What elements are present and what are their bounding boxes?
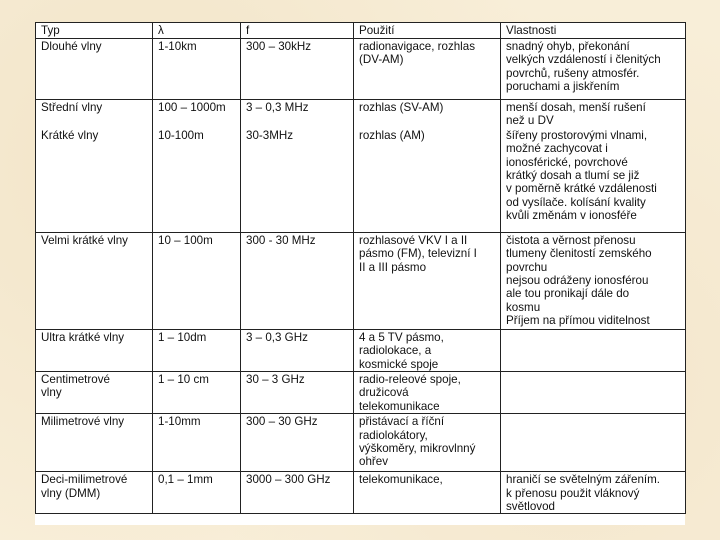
radio-wave-table-sheet bbox=[35, 22, 685, 525]
cell-properties: čistota a věrnost přenosu tlumeny členitostí zemského povrchu nejsou odráženy ionosférou ale tou pronikají dále do kosmu Příjem na přímou viditelnost bbox=[501, 232, 686, 329]
cell-type: Velmi krátké vlny bbox=[36, 232, 153, 329]
header-usage: Použití bbox=[354, 23, 501, 39]
cell-type: Milimetrové vlny bbox=[36, 414, 153, 472]
cell-properties: snadný ohyb, překonání velkých vzdáleností i členitých povrchů, rušeny atmosfér. poruchami a jiskřením bbox=[501, 39, 686, 100]
cell-type: Ultra krátké vlny bbox=[36, 329, 153, 371]
cell-wavelength: 100 – 1000m bbox=[153, 100, 241, 128]
cell-frequency: 30-3MHz bbox=[241, 128, 354, 233]
cell-type: Deci-milimetrové vlny (DMM) bbox=[36, 472, 153, 514]
cell-usage: 4 a 5 TV pásmo, radiolokace, a kosmické spoje bbox=[354, 329, 501, 371]
cell-properties: hraničí se světelným zářením. k přenosu použit vláknový světlovod bbox=[501, 472, 686, 514]
cell-usage: telekomunikace, bbox=[354, 472, 501, 514]
cell-frequency: 300 – 30 GHz bbox=[241, 414, 354, 472]
cell-properties bbox=[501, 414, 686, 472]
cell-properties bbox=[501, 329, 686, 371]
cell-type: Krátké vlny bbox=[36, 128, 153, 233]
cell-frequency: 300 – 30kHz bbox=[241, 39, 354, 100]
cell-usage: přistávací a říční radiolokátory, výškoměry, mikrovlnný ohřev bbox=[354, 414, 501, 472]
cell-type: Dlouhé vlny bbox=[36, 39, 153, 100]
header-properties: Vlastnosti bbox=[501, 23, 686, 39]
cell-wavelength: 1 – 10 cm bbox=[153, 372, 241, 414]
cell-frequency: 3 – 0,3 MHz bbox=[241, 100, 354, 128]
cell-frequency: 30 – 3 GHz bbox=[241, 372, 354, 414]
radio-wave-table bbox=[35, 22, 686, 514]
cell-usage: radionavigace, rozhlas (DV-AM) bbox=[354, 39, 501, 100]
table-row bbox=[36, 39, 686, 100]
cell-frequency: 3 – 0,3 GHz bbox=[241, 329, 354, 371]
table-row bbox=[36, 372, 686, 414]
cell-properties: menší dosah, menší rušení než u DV bbox=[501, 100, 686, 128]
cell-usage: rozhlas (SV-AM) bbox=[354, 100, 501, 128]
cell-wavelength: 10 – 100m bbox=[153, 232, 241, 329]
cell-properties bbox=[501, 372, 686, 414]
cell-usage: radio-releové spoje, družicová telekomunikace bbox=[354, 372, 501, 414]
table-row bbox=[36, 329, 686, 371]
cell-wavelength: 1-10km bbox=[153, 39, 241, 100]
cell-type: Střední vlny bbox=[36, 100, 153, 128]
table-row bbox=[36, 232, 686, 329]
cell-wavelength: 1-10mm bbox=[153, 414, 241, 472]
header-type: Typ bbox=[36, 23, 153, 39]
cell-frequency: 300 - 30 MHz bbox=[241, 232, 354, 329]
header-wavelength: λ bbox=[153, 23, 241, 39]
cell-wavelength: 1 – 10dm bbox=[153, 329, 241, 371]
cell-usage: rozhlas (AM) bbox=[354, 128, 501, 233]
table-row bbox=[36, 472, 686, 514]
table-header-row bbox=[36, 23, 686, 39]
table-row bbox=[36, 128, 686, 233]
cell-wavelength: 10-100m bbox=[153, 128, 241, 233]
cell-type: Centimetrové vlny bbox=[36, 372, 153, 414]
cell-usage: rozhlasové VKV I a II pásmo (FM), televizní I II a III pásmo bbox=[354, 232, 501, 329]
cell-properties: šířeny prostorovými vlnami, možné zachycovat i ionosférické, povrchové krátký dosah a tlumí se již v poměrně krátké vzdálenosti od vysílače. kolísání kvality kvůli změnám v ionosféře bbox=[501, 128, 686, 233]
cell-wavelength: 0,1 – 1mm bbox=[153, 472, 241, 514]
cell-frequency: 3000 – 300 GHz bbox=[241, 472, 354, 514]
header-frequency: f bbox=[241, 23, 354, 39]
table-row bbox=[36, 414, 686, 472]
table-row bbox=[36, 100, 686, 128]
